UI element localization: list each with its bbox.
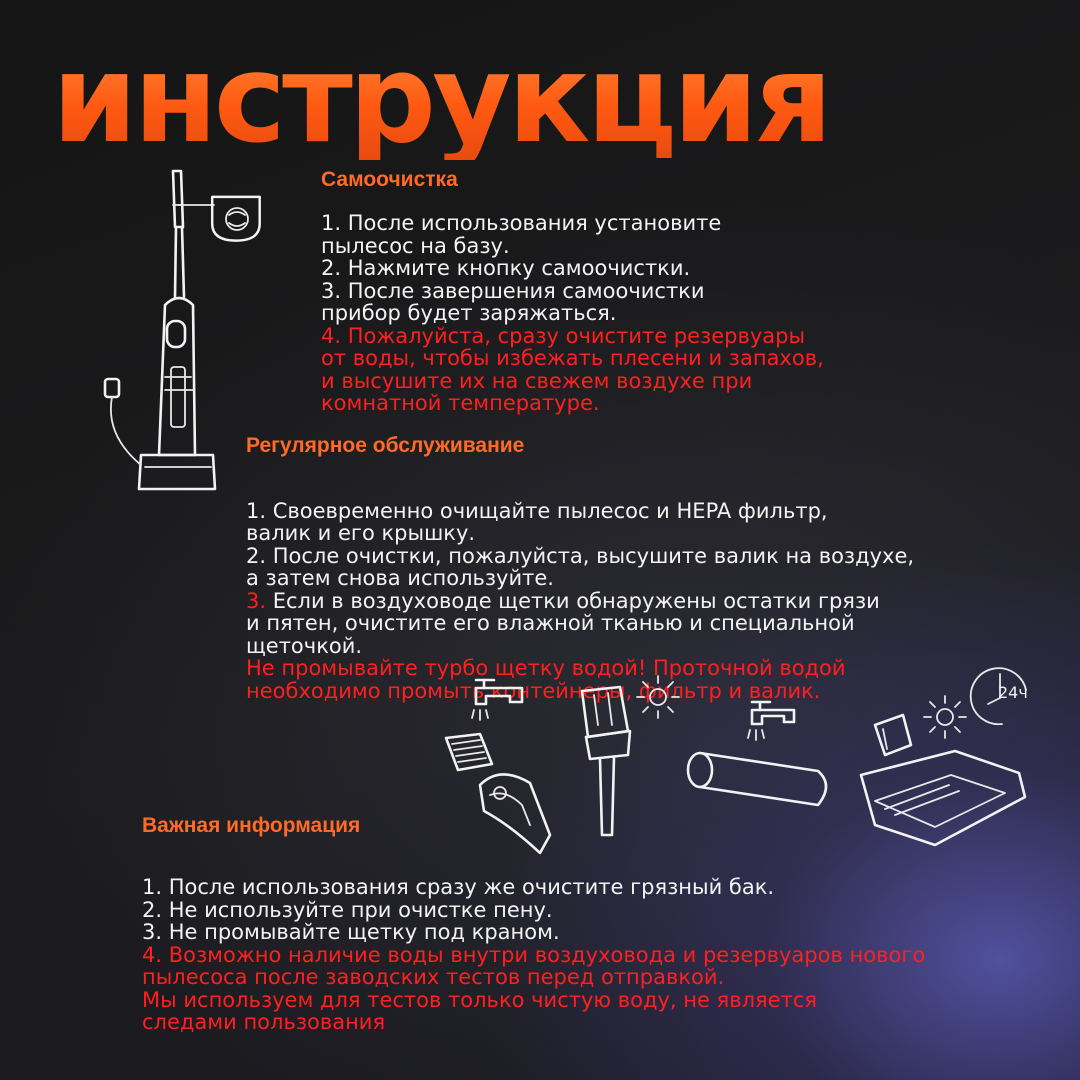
self-clean-button-icon [178, 195, 258, 255]
faucet-icon-2 [738, 692, 808, 752]
self-cleaning-line-9: комнатной температуре. [321, 391, 600, 415]
self-cleaning-line-1: 1. После использования установите [321, 211, 722, 235]
important-line-5: пылесоса после заводских тестов перед отправкой. [142, 965, 725, 989]
maintenance-text [246, 477, 914, 702]
maintenance-line-5 [246, 590, 914, 613]
self-cleaning-line-6: 4. Пожалуйста, сразу очистите резервуары [321, 323, 806, 348]
important-heading: Важная информация [142, 814, 361, 837]
self-cleaning-line-4: 3. После завершения самоочистки [321, 278, 705, 303]
roller-icon [678, 745, 838, 825]
maintenance-line-2: валик и его крышку. [246, 521, 476, 545]
faucet-icon [462, 670, 532, 730]
self-cleaning-line-7: от воды, чтобы избежать плесени и запахов, [321, 346, 824, 370]
important-line-1: 1. После использования сразу же очистите грязный бак. [142, 875, 775, 899]
important-line-2: 2. Не используйте при очистке пену. [142, 897, 553, 922]
self-cleaning-line-5: прибор будет заряжаться. [321, 301, 617, 325]
self-cleaning-line-3: 2. Нажмите кнопку самоочистки. [321, 256, 691, 280]
maintenance-line-3: 2. После очистки, пожалуйста, высушите валик на воздухе, [246, 543, 915, 568]
important-line-3: 3. Не промывайте щетку под краном. [142, 920, 560, 944]
page-title: инструкция [52, 28, 829, 170]
maintenance-line-7: щеточкой. [246, 633, 363, 658]
maintenance-warning-1: Не промывайте турбо щетку водой! Проточной водой [246, 656, 846, 680]
timer-label: 24ч [998, 683, 1028, 702]
base-station-icon [855, 705, 1035, 855]
maintenance-line-5-num: 3. [246, 588, 267, 613]
tank-icon [470, 765, 560, 860]
maintenance-line-1: 1. Своевременно очищайте пылесос и HEPA фильтр, [246, 498, 828, 523]
sun-icon [633, 672, 683, 722]
self-cleaning-line-2: пылесос на базу. [321, 233, 510, 258]
maintenance-line-5-text: Если в воздуховоде щетки обнаружены остатки грязи [266, 588, 880, 613]
maintenance-warning-2: необходимо промыть контейнеры, фильтр и валик. [246, 678, 821, 703]
important-line-4: 4. Возможно наличие воды внутри воздуховода и резервуаров нового [142, 942, 926, 967]
self-cleaning-heading: Самоочистка [321, 168, 458, 191]
self-cleaning-line-8: и высушите их на свежем воздухе при [321, 368, 753, 393]
maintenance-line-6: и пятен, очистите его влажной тканью и специальной [246, 611, 855, 635]
important-line-6: Мы используем для тестов только чистую воду, не является [142, 987, 818, 1012]
maintenance-heading: Регулярное обслуживание [246, 434, 525, 457]
important-line-7: следами пользования [142, 1010, 386, 1034]
maintenance-line-4: а затем снова используйте. [246, 566, 554, 590]
important-text [142, 876, 925, 1034]
self-cleaning-text [321, 212, 824, 415]
